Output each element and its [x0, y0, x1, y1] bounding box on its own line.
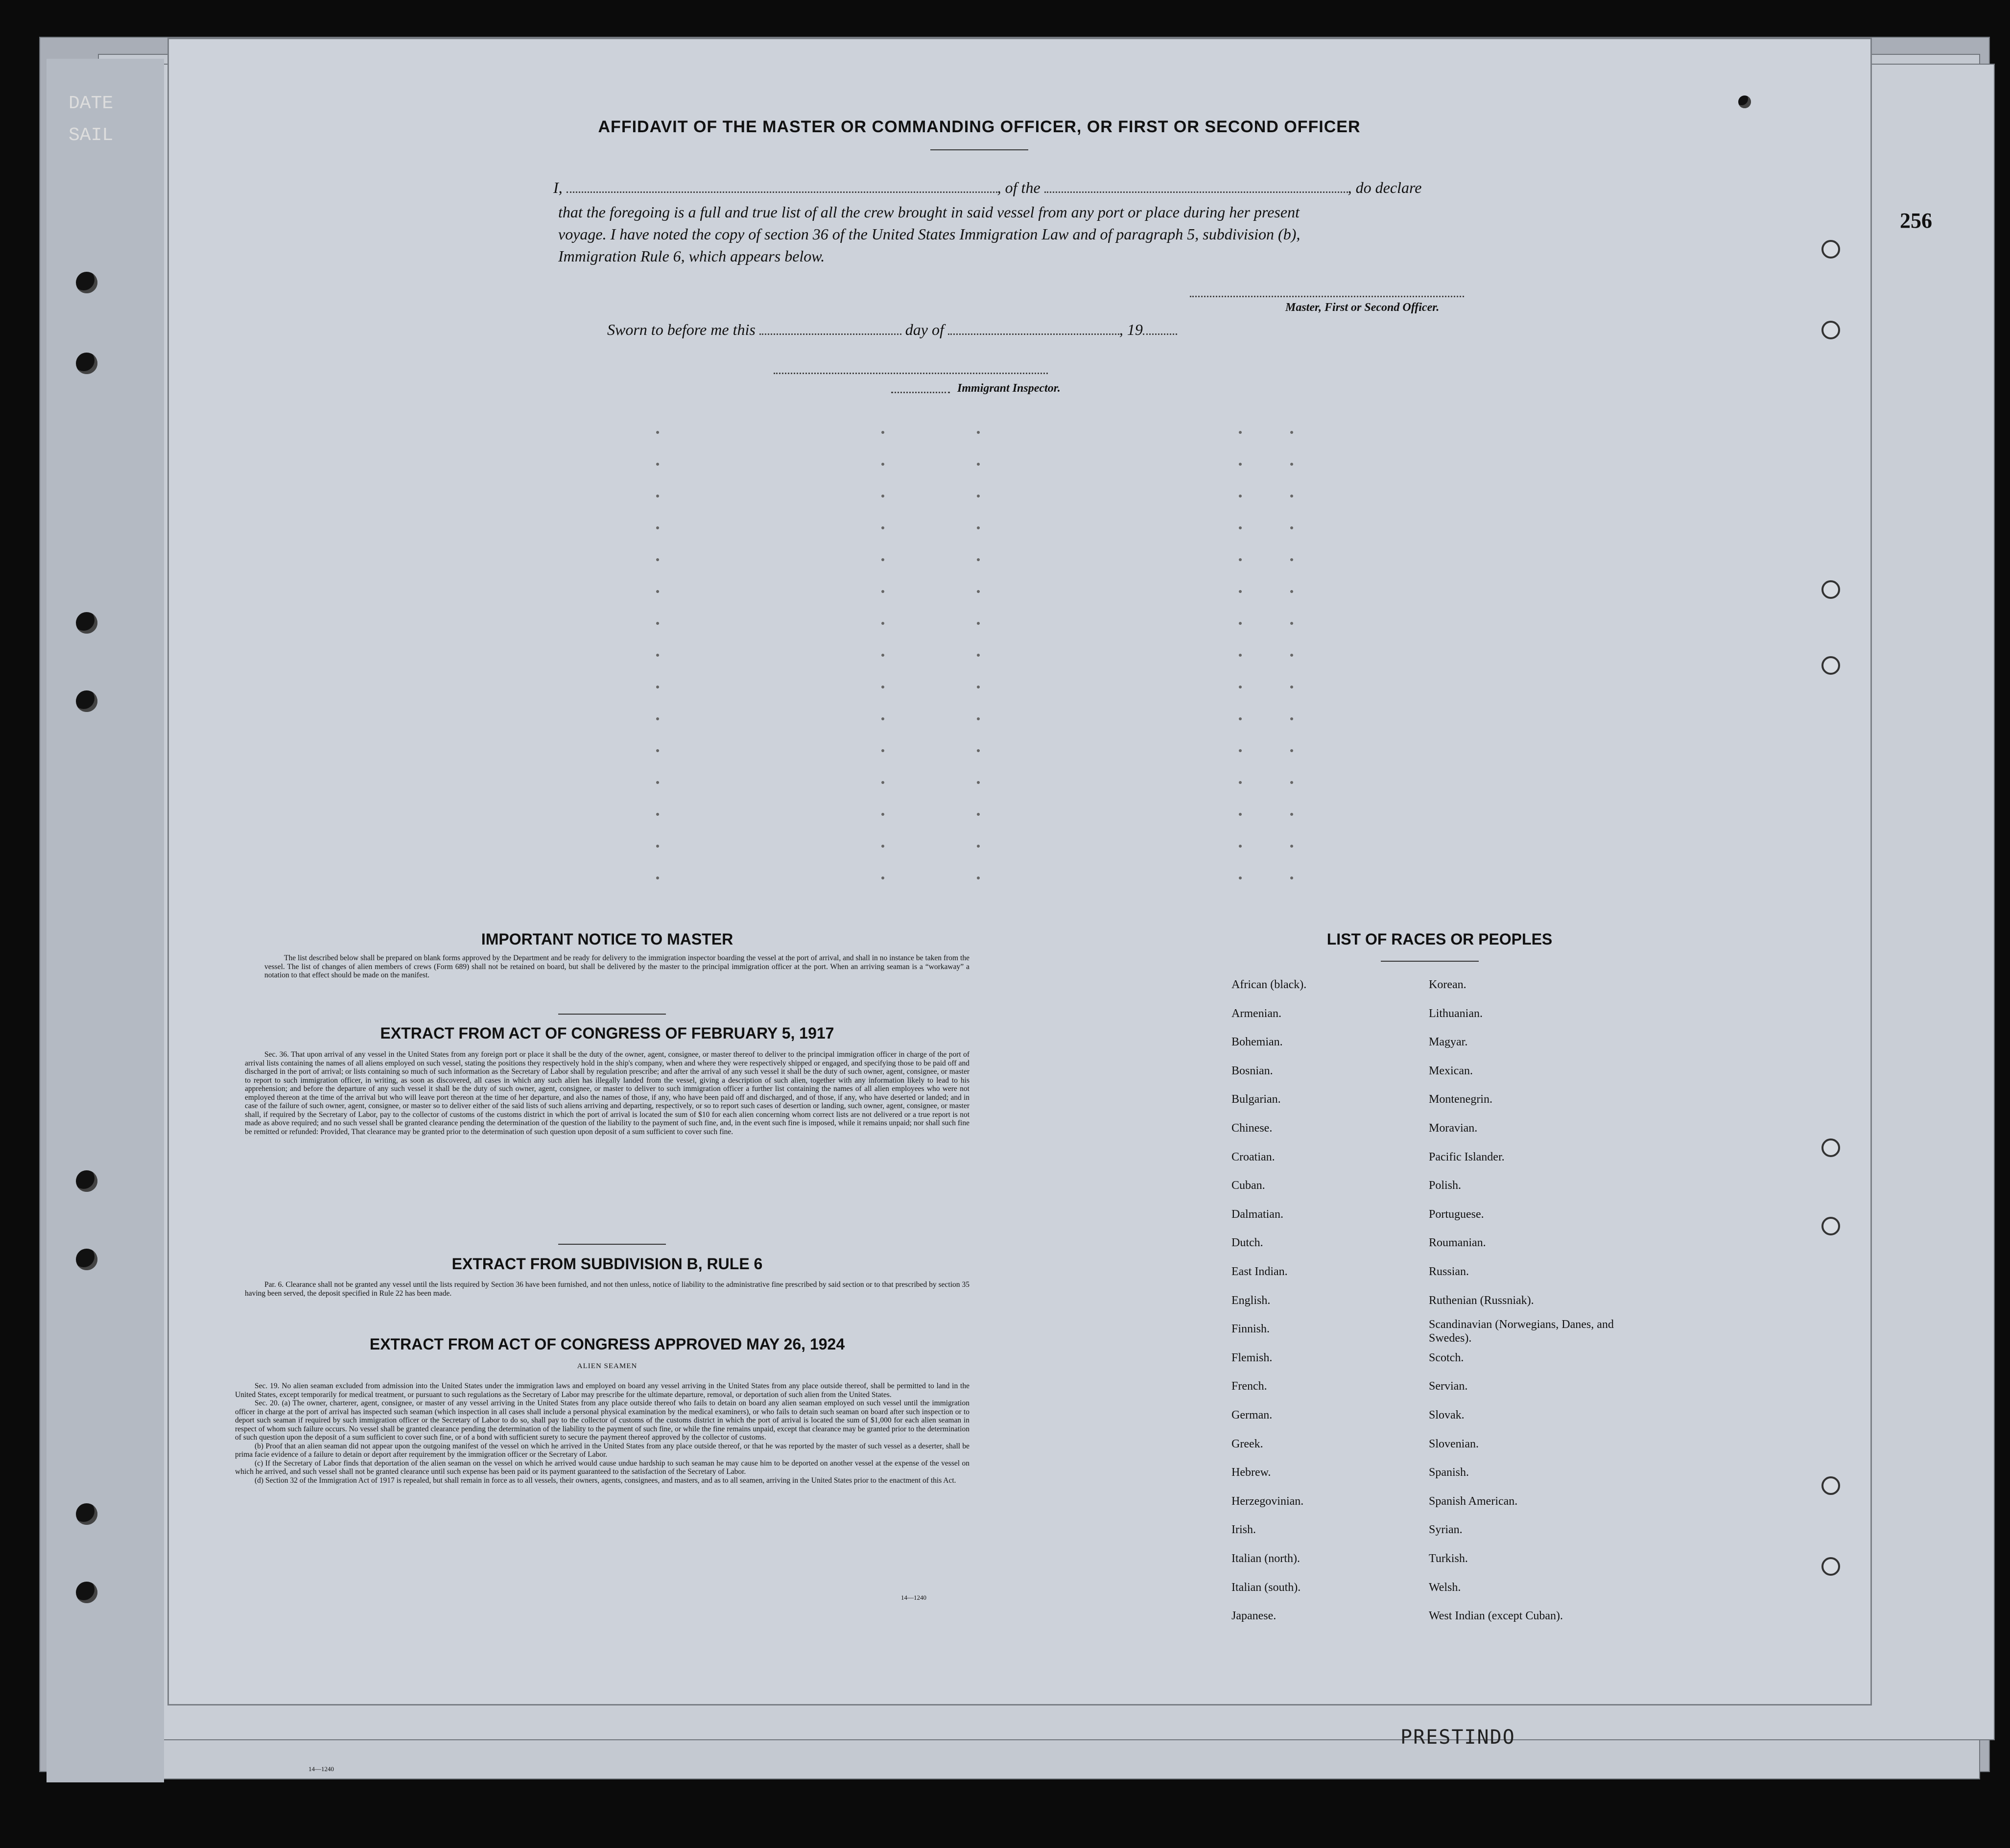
inspector-blank-short: [891, 382, 950, 393]
sec-20b-paragraph: (b) Proof that an alien seaman did not appear upon the outgoing manifest of the vessel on which he arrived in the United States from any place outside thereof, or that he was reported by the master of such vessel as a deserter, shall be prima facie evidence of a failure to detain or deport after requirement by the immigration officer or the Secretary of Labor.: [235, 1442, 970, 1459]
race-item: Flemish.: [1231, 1351, 1273, 1364]
strip-label: DATE: [69, 93, 114, 114]
extract-1917-title: EXTRACT FROM ACT OF CONGRESS OF FEBRUARY 5, 1917: [380, 1024, 834, 1042]
guide-dot: [977, 622, 980, 625]
sec-20a-paragraph: Sec. 20. (a) The owner, charterer, agent, consignee, or master of any vessel arriving in the United States from any place outside thereof who fails to detain on board any alien seaman employed on such vessel until the immigration officer in charge at the port of arrival has inspected such seaman (which inspection in all cases shall include a personal physical examination by the medical examiners), or who fails to detain such seaman on board after such inspection or to deport such seaman if required by such immigration officer or the Secretary of Labor to do so, shall pay to the collector of customs of the customs district in which the port of arrival is located the sum of $1,000 for each alien seaman in respect of whom such failure occurs. No vessel shall be granted clearance pending the determination of the liability to the payment of such fine, or while the fine remains unpaid, except that clearance may be granted prior to the determination of such question upon the deposit of a sum sufficient to cover such fine, or of a bond with sufficient surety to secure the payment thereof approved by the collector of customs.: [235, 1399, 970, 1442]
guide-dot: [1290, 495, 1293, 498]
races-title: LIST OF RACES OR PEOPLES: [1326, 930, 1553, 948]
race-item: West Indian (except Cuban).: [1429, 1610, 1563, 1623]
guide-dot: [881, 558, 884, 561]
guide-dot: [656, 781, 659, 784]
guide-dot: [1239, 495, 1242, 498]
guide-dot: [1239, 845, 1242, 848]
punch-hole: [1738, 95, 1751, 108]
guide-dot: [1239, 558, 1242, 561]
race-item: Bosnian.: [1231, 1064, 1273, 1077]
affidavit-line-3: voyage. I have noted the copy of section 36 of the United States Immigration Law and of paragraph 5, subdivision (b),: [558, 225, 1301, 243]
guide-dot: [881, 431, 884, 434]
affidavit-line-2: that the foregoing is a full and true list of all the crew brought in said vessel from any port or place during her present: [558, 203, 1300, 221]
inspector-signature-blank[interactable]: [774, 360, 1048, 374]
guide-dot: [1290, 845, 1293, 848]
alien-seamen-subtitle: ALIEN SEAMEN: [577, 1362, 638, 1370]
sec-20d-paragraph: (d) Section 32 of the Immigration Act of 1917 is repealed, but shall remain in force as to all vessels, their owners, agents, consignees, and masters, and as to all seamen, arriving in the United States prior to the enactment of this Act.: [255, 1476, 956, 1485]
guide-dot: [1290, 622, 1293, 625]
race-item: Bohemian.: [1231, 1036, 1283, 1049]
guide-dot: [977, 558, 980, 561]
race-item: Italian (north).: [1231, 1552, 1300, 1565]
race-item: Dalmatian.: [1231, 1208, 1283, 1221]
notice-text: The list described below shall be prepared on blank forms approved by the Department and be ready for delivery to the immigration inspector boarding the vessel at the port of arrival, and shall in no instance be taken from the vessel. The list of changes of alien members of crews (Form 689) shall not be retained on board, but shall be delivered by the master to the principal immigration officer at the port. When an arriving seaman is a “workaway” a notation to that effect should be made on the manifest.: [264, 954, 970, 979]
guide-dot: [656, 813, 659, 816]
sworn-line: [607, 321, 1177, 339]
race-item: Dutch.: [1231, 1236, 1263, 1250]
race-item: English.: [1231, 1294, 1271, 1307]
signature-blank[interactable]: [1190, 279, 1464, 297]
guide-dot: [1239, 590, 1242, 593]
race-item: Mexican.: [1429, 1064, 1473, 1077]
notice-title: IMPORTANT NOTICE TO MASTER: [481, 930, 733, 948]
guide-dot: [881, 686, 884, 688]
signature-caption: Master, First or Second Officer.: [1285, 301, 1440, 314]
race-item: Bulgarian.: [1231, 1093, 1281, 1106]
guide-dot: [977, 717, 980, 720]
binder-hole: [76, 1249, 97, 1270]
binder-ring: [1821, 1217, 1840, 1235]
guide-dot: [656, 590, 659, 593]
sec-19-paragraph: Sec. 19. No alien seaman excluded from admission into the United States under the immigration laws and employed on board any vessel arriving in the United States from any place outside thereof, shall be permitted to land in the United States, except temporarily for medical treatment, or pursuant to such regulations as the Secretary of Labor may prescribe for the ultimate departure, removal, or deportation of such alien from the United States.: [235, 1382, 970, 1399]
guide-dot: [656, 463, 659, 466]
race-item: German.: [1231, 1409, 1273, 1422]
handwritten-note: PRESTINDO: [1400, 1726, 1515, 1749]
guide-dot: [977, 686, 980, 688]
guide-dot: [1239, 813, 1242, 816]
extract-1924-title: EXTRACT FROM ACT OF CONGRESS APPROVED MAY 26, 1924: [369, 1335, 845, 1353]
guide-dot: [1290, 654, 1293, 657]
guide-dot: [977, 749, 980, 752]
race-item: Greek.: [1231, 1437, 1263, 1450]
declare-label: , do declare: [1348, 179, 1422, 196]
guide-dot: [656, 845, 659, 848]
section-rule: [558, 1014, 666, 1015]
guide-dot: [1239, 686, 1242, 688]
month-blank[interactable]: [948, 333, 1119, 335]
binder-hole: [76, 272, 97, 293]
sec-20c-paragraph: (c) If the Secretary of Labor finds that deportation of the alien seaman on the vessel on which he arrived would cause undue hardship to such seaman he may cause him to be deported on another vessel at the expense of the vessel on which he arrived, and such vessel shall not be granted clearance until such expense has been paid or its payment guaranteed to the satisfaction of the Secretary of Labor.: [235, 1459, 970, 1476]
guide-dot: [1239, 431, 1242, 434]
guide-dot: [881, 463, 884, 466]
race-item: Polish.: [1429, 1179, 1462, 1192]
guide-dot: [881, 654, 884, 657]
binder-hole: [76, 612, 97, 634]
race-item: Pacific Islander.: [1429, 1150, 1505, 1163]
race-item: French.: [1231, 1380, 1267, 1393]
extract-rule6-body: [245, 1280, 970, 1298]
race-item: Korean.: [1429, 978, 1466, 991]
races-rule: [1381, 961, 1479, 962]
guide-dot: [1290, 590, 1293, 593]
guide-dot: [977, 813, 980, 816]
affidavit-title: AFFIDAVIT OF THE MASTER OR COMMANDING OFFICER, OR FIRST OR SECOND OFFICER: [598, 118, 1361, 136]
guide-dot: [977, 431, 980, 434]
race-item: Scotch.: [1429, 1351, 1464, 1364]
guide-dot: [977, 590, 980, 593]
guide-dot: [881, 845, 884, 848]
guide-dot: [1290, 717, 1293, 720]
guide-dot: [656, 431, 659, 434]
binder-ring: [1821, 580, 1840, 599]
race-item: Japanese.: [1231, 1610, 1277, 1623]
race-item: Italian (south).: [1231, 1581, 1301, 1594]
guide-dot: [1290, 526, 1293, 529]
race-item: Finnish.: [1231, 1323, 1270, 1336]
form-number: 14—1240: [901, 1594, 926, 1601]
affidavit-line-4: Immigration Rule 6, which appears below.: [558, 247, 825, 265]
guide-dot: [1290, 431, 1293, 434]
race-item: Scandinavian (Norwegians, Danes, and Swedes).: [1429, 1318, 1614, 1345]
guide-dot: [1239, 877, 1242, 879]
race-item: Turkish.: [1429, 1552, 1468, 1565]
strip-label: SAIL: [69, 125, 114, 146]
extract-1917-text: Sec. 36. That upon arrival of any vessel in the United States from any foreign port or place it shall be the duty of the owner, agent, consignee, or master thereof to deliver to the principal immigration officer in charge of the port of arrival lists containing the names of all aliens employed on such vessel, stating the positions they respectively hold in the ship's company, when and where they were respectively shipped or engaged, and specifying those to be paid off and discharged in the port of arrival; or lists containing so much of such information as the Secretary of Labor shall by regulation prescribe; and after the arrival of any such vessel it shall be the duty of such owner, agent, consignee, or master to report to such immigration officer, in writing, as soon as discovered, all cases in which any such alien has illegally landed from the vessel, giving a description of such alien, together with any information likely to lead to his apprehension; and before the departure of any such vessel it shall be the duty of such owner, agent, consignee, or master to deliver to such immigration officer a further list containing the names of all alien employees who were not employed thereon at the time of the arrival but who will leave port thereon at the time of her departure, and also the names of those, if any, who have been paid off and discharged, and of those, if any, who have deserted or landed; and in case of the failure of such owner, agent, consignee, or master so to deliver either of the said lists of such aliens arriving and departing, respectively, or so to report such cases of desertion or landing, such owner, agent, consignee, or master shall, if required by the Secretary of Labor, pay to the collector of customs of the customs district in which the port of arrival is located the sum of $10 for each alien concerning whom correct lists are not delivered or a true report is not made as above required; and no such vessel shall be granted clearance pending the determination of the question of the liability to the payment of such fine, and, in the event such fine is imposed, while it remains unpaid; nor shall such fine be remitted or refunded: Provided, That clearance may be granted prior to the determination of such question upon deposit of a sum sufficient to cover such fine.: [245, 1050, 970, 1136]
title-rule: [930, 149, 1028, 150]
race-item: Cuban.: [1231, 1179, 1265, 1192]
race-item: Welsh.: [1429, 1581, 1461, 1594]
guide-dot: [881, 495, 884, 498]
day-of-label: day of: [905, 321, 944, 338]
guide-dot: [977, 654, 980, 657]
race-item: Magyar.: [1429, 1036, 1468, 1049]
guide-dot: [656, 622, 659, 625]
section-rule: [558, 1244, 666, 1245]
race-item: Roumanian.: [1429, 1236, 1486, 1250]
sworn-label: Sworn to before me this: [607, 321, 756, 338]
binder-ring: [1821, 240, 1840, 259]
year-label: , 19: [1119, 321, 1143, 338]
guide-dot: [881, 749, 884, 752]
name-blank[interactable]: [567, 191, 997, 193]
guide-dot: [1239, 781, 1242, 784]
guide-dot: [1239, 749, 1242, 752]
binder-hole: [76, 1170, 97, 1192]
affidavit-line-1: [553, 179, 1421, 197]
guide-dot: [1239, 463, 1242, 466]
binder-ring: [1821, 1476, 1840, 1495]
guide-dot: [977, 495, 980, 498]
race-item: Russian.: [1429, 1265, 1469, 1278]
binder-ring: [1821, 1557, 1840, 1576]
notice-body: [264, 954, 970, 980]
guide-dot: [1239, 622, 1242, 625]
guide-dot: [1290, 877, 1293, 879]
page-number: 256: [1900, 209, 1932, 233]
race-item: East Indian.: [1231, 1265, 1288, 1278]
guide-dot: [977, 781, 980, 784]
guide-dot: [656, 749, 659, 752]
race-item: Montenegrin.: [1429, 1093, 1492, 1106]
race-item: Herzegovinian.: [1231, 1494, 1304, 1508]
guide-dot: [881, 526, 884, 529]
guide-dot: [977, 526, 980, 529]
guide-dot: [656, 558, 659, 561]
guide-dot: [656, 495, 659, 498]
guide-dot: [1290, 749, 1293, 752]
guide-dot: [656, 686, 659, 688]
guide-dot: [1290, 813, 1293, 816]
guide-dot: [881, 590, 884, 593]
guide-dot: [977, 463, 980, 466]
day-blank[interactable]: [759, 333, 901, 335]
binder-ring: [1821, 1138, 1840, 1157]
binder-ring: [1821, 321, 1840, 339]
extract-rule6-text: Par. 6. Clearance shall not be granted any vessel until the lists required by Section 36 have been furnished, and not then unless, notice of liability to the administrative fine prescribed by said section or to that prescribed by section 35 having been served, the deposit specified in Rule 22 has been made.: [245, 1280, 970, 1298]
extract-rule6-title: EXTRACT FROM SUBDIVISION B, RULE 6: [451, 1255, 763, 1273]
guide-dot: [1239, 717, 1242, 720]
race-item: Hebrew.: [1231, 1466, 1271, 1479]
guide-dot: [1290, 463, 1293, 466]
race-item: Armenian.: [1231, 1007, 1281, 1020]
binder-hole: [76, 690, 97, 712]
guide-dot: [1290, 558, 1293, 561]
race-item: Chinese.: [1231, 1122, 1273, 1135]
race-item: Moravian.: [1429, 1122, 1478, 1135]
race-item: Irish.: [1231, 1523, 1256, 1537]
extract-1924-body: [235, 1382, 970, 1485]
year-blank[interactable]: [1143, 333, 1177, 335]
inspector-caption: Immigrant Inspector.: [957, 382, 1061, 395]
left-page-strip: [47, 59, 164, 1782]
race-item: Croatian.: [1231, 1150, 1275, 1163]
guide-dot: [656, 654, 659, 657]
guide-dot: [881, 781, 884, 784]
race-item: Spanish.: [1429, 1466, 1469, 1479]
race-item: Ruthenian (Russniak).: [1429, 1294, 1534, 1307]
guide-dot: [656, 717, 659, 720]
race-item: Slovak.: [1429, 1409, 1465, 1422]
race-item: Servian.: [1429, 1380, 1468, 1393]
guide-dot: [977, 877, 980, 879]
race-item: Slovenian.: [1429, 1437, 1479, 1450]
guide-dot: [881, 877, 884, 879]
race-item: Spanish American.: [1429, 1494, 1518, 1508]
binder-ring: [1821, 656, 1840, 675]
binder-hole: [76, 353, 97, 374]
guide-dot: [881, 813, 884, 816]
binder-hole: [76, 1582, 97, 1603]
guide-dot: [1290, 686, 1293, 688]
race-item: Syrian.: [1429, 1523, 1463, 1537]
binder-hole: [76, 1503, 97, 1525]
i-label: I,: [553, 179, 563, 196]
extract-1917-body: [245, 1050, 970, 1136]
guide-dot: [977, 845, 980, 848]
guide-dot: [1290, 781, 1293, 784]
guide-dot: [881, 622, 884, 625]
guide-dot: [1239, 526, 1242, 529]
guide-dot: [656, 877, 659, 879]
of-the-label: , of the: [997, 179, 1040, 196]
bottom-form-number: 14—1240: [308, 1765, 334, 1773]
guide-dot: [1239, 654, 1242, 657]
vessel-blank[interactable]: [1044, 191, 1348, 193]
race-item: Portuguese.: [1429, 1208, 1484, 1221]
race-item: Lithuanian.: [1429, 1007, 1483, 1020]
race-item: African (black).: [1231, 978, 1307, 991]
guide-dot: [656, 526, 659, 529]
guide-dot: [881, 717, 884, 720]
